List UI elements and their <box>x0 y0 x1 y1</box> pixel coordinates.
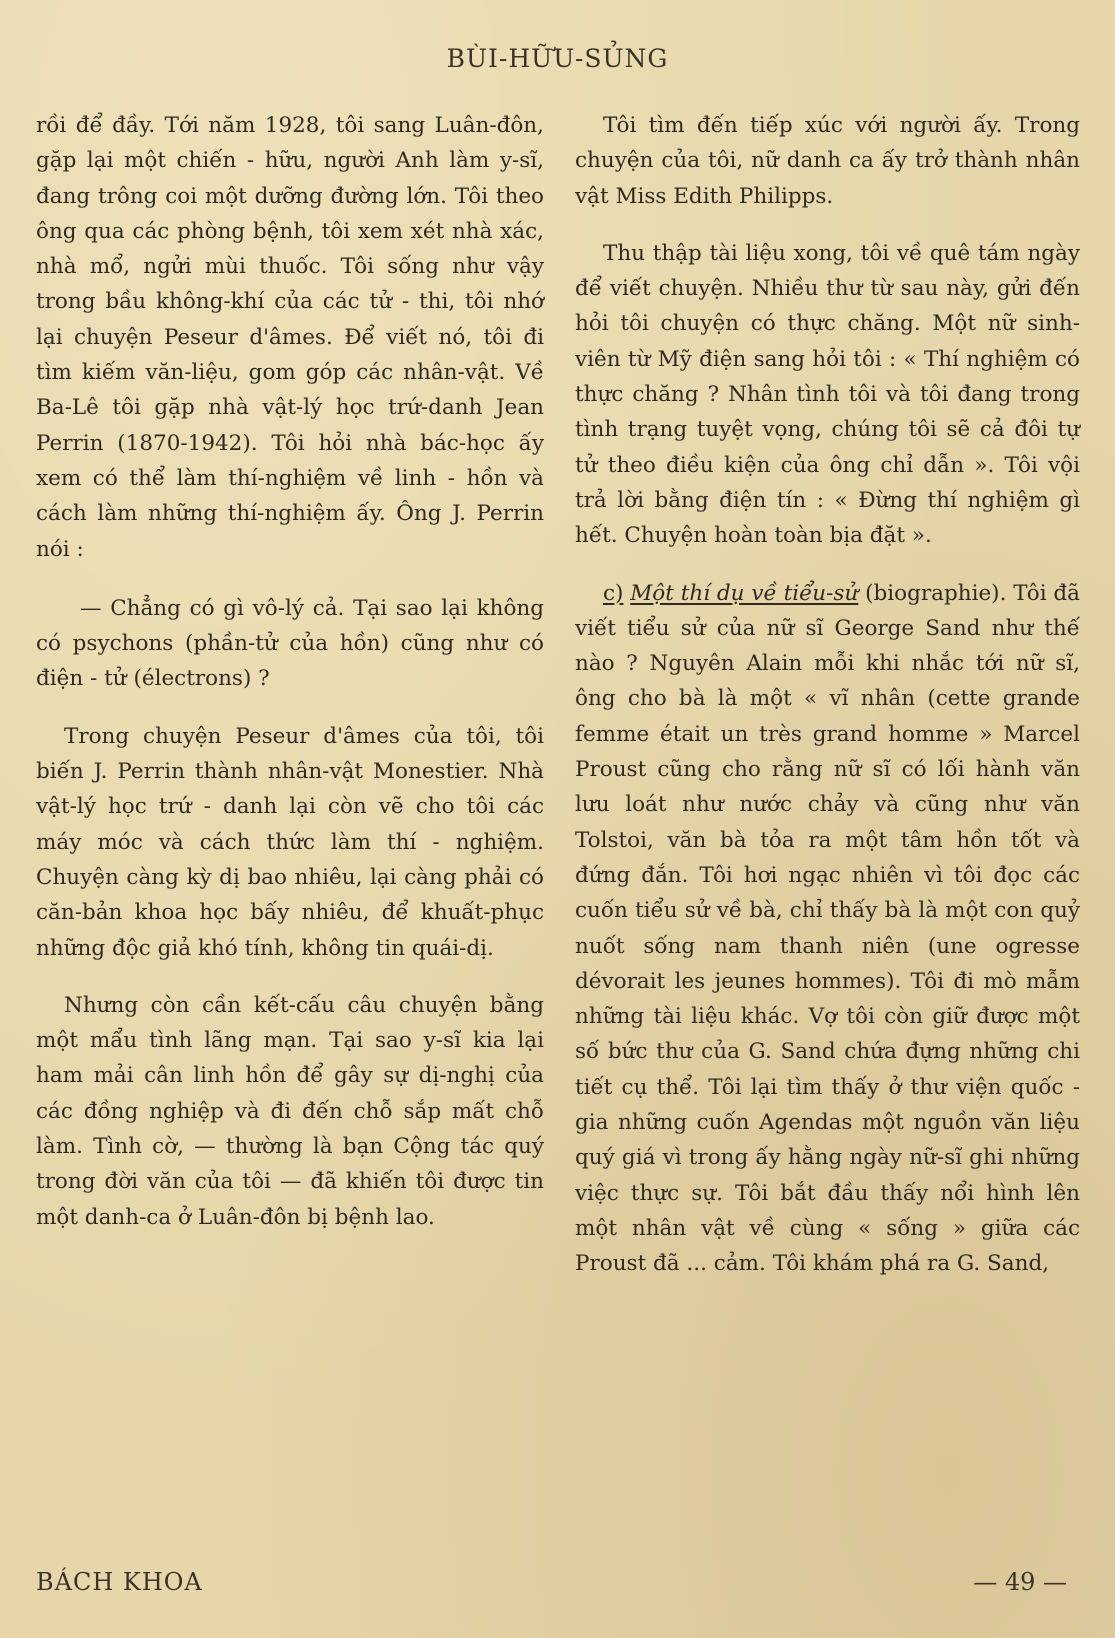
page-number: — 49 — <box>973 1568 1067 1596</box>
right-column <box>575 108 1080 1304</box>
paragraph: Tôi tìm đến tiếp xúc với người ấy. Trong chuyện của tôi, nữ danh ca ấy trở thành nhân vật Miss Edith Philipps. <box>575 113 1080 209</box>
paragraph: Nhưng còn cần kết-cấu câu chuyện bằng một mẩu tình lãng mạn. Tại sao y-sĩ kia lại ham mải cân linh hồn để gây sự dị-nghị của các đồng nghiệp và đi đến chỗ sắp mất chỗ làm. Tình cờ, — thường là bạn Cộng tác quý trong đời văn của tôi — đã khiến tôi được tin một danh-ca ở Luân-đôn bị bệnh lao. <box>36 992 544 1230</box>
section-label: c) <box>603 580 624 606</box>
section-title: Một thí dụ về tiểu-sử <box>630 580 859 606</box>
paragraph: Thu thập tài liệu xong, tôi về quê tám ngày để viết chuyện. Nhiều thư từ sau này, gửi đến hỏi tôi chuyện có thực chăng. Một nữ sinh-viên từ Mỹ điện sang hỏi tôi : « Thí nghiệm có thực chăng ? Nhân tình tôi và tôi đang trong tình trạng tuyệt vọng, chúng tôi sẽ cả đôi tự tử theo điều kiện của ông chỉ dẫn ». Tôi vội trả lời bằng điện tín : « Đừng thí nghiệm gì hết. Chuyện hoàn toàn bịa đặt ». <box>575 240 1080 549</box>
left-column <box>36 108 544 1257</box>
section-paragraph <box>575 576 1080 1282</box>
footer-magazine-name: BÁCH KHOA <box>36 1568 203 1596</box>
paragraph-continued: rồi để đầy. Tới năm 1928, tôi sang Luân-đôn, gặp lại một chiến - hữu, người Anh làm y-sĩ, đang trông coi một dưỡng đường lớn. Tôi theo ông qua các phòng bệnh, tôi xem xét nhà xác, nhà mổ, ngửi mùi thuốc. Tôi sống như vậy trong bầu không-khí của các tử - thi, tôi nhớ lại chuyện Peseur d'âmes. Để viết nó, tôi đi tìm kiếm văn-liệu, gom góp các nhân-vật. Về Ba-Lê tôi gặp nhà vật-lý học trứ-danh Jean Perrin (1870-1942). Tôi hỏi nhà bác-học ấy xem có thể làm thí-nghiệm về linh - hồn và cách làm những thí-nghiệm ấy. Ông J. Perrin nói : <box>36 113 544 562</box>
section-body: (biographie). Tôi đã viết tiểu sử của nữ sĩ George Sand như thế nào ? Nguyên Alain mỗi khi nhắc tới nữ sĩ, ông cho bà là một « vĩ nhân (cette grande femme était un très grand homme » Marcel Proust cũng cho rằng nữ sĩ có lối hành văn lưu loát như nước chảy và cũng như văn Tolstoi, văn bà tỏa ra một tâm hồn tốt và đứng đắn. Tôi hơi ngạc nhiên vì tôi đọc các cuốn tiểu sử về bà, chỉ thấy bà là một con quỷ nuốt sống nam thanh niên (une ogresse dévorait les jeunes hommes). Tôi đi mò mẫm những tài liệu khác. Vợ tôi còn giữ được một số bức thư của G. Sand chứa đựng những chi tiết cụ thể. Tôi lại tìm thấy ở thư viện quốc - gia những cuốn Agendas một nguồn văn liệu quý giá vì trong ấy hằng ngày nữ-sĩ ghi những việc thực sự. Tôi bắt đầu thấy nổi hình lên một nhân vật về cùng « sống » giữa các Proust đã ... cảm. Tôi khám phá ra G. Sand, <box>575 580 1080 1277</box>
dialogue-quote: — Chẳng có gì vô-lý cả. Tại sao lại không có psychons (phần-tử của hồn) cũng như có điện - tử (électrons) ? <box>36 595 544 692</box>
paragraph: Trong chuyện Peseur d'âmes của tôi, tôi biến J. Perrin thành nhân-vật Monestier. Nhà vật-lý học trứ - danh lại còn vẽ cho tôi các máy móc và cách thức làm thí - nghiệm. Chuyện càng kỳ dị bao nhiêu, lại càng phải có căn-bản khoa học bấy nhiêu, để khuất-phục những độc giả khó tính, không tin quái-dị. <box>36 723 544 961</box>
running-head-author: BÙI-HỮU-SỦNG <box>446 44 669 73</box>
